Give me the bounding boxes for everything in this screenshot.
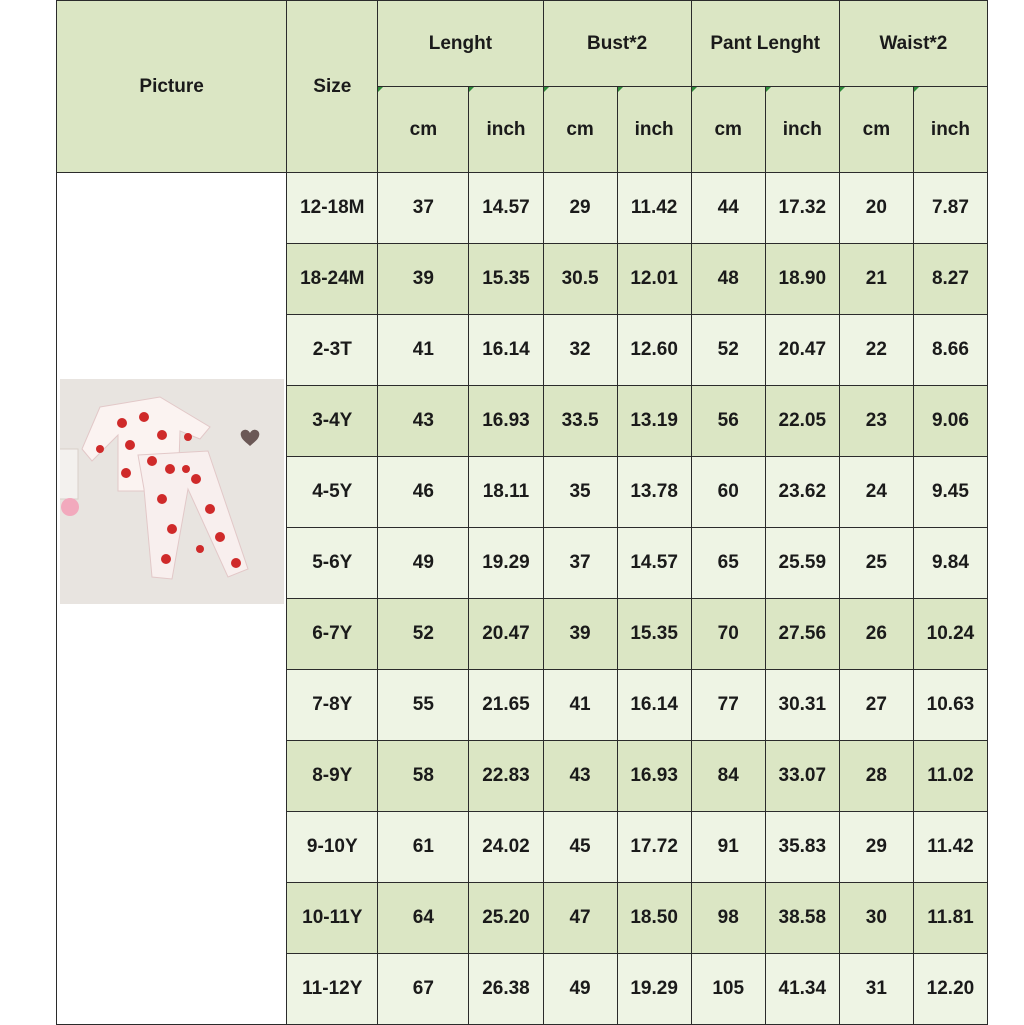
measurement-cell: 22.05 — [765, 386, 839, 457]
measurement-cell: 26 — [839, 599, 913, 670]
waist-header: Waist*2 — [839, 1, 987, 87]
measurement-cell: 52 — [378, 599, 469, 670]
measurement-cell: 8.27 — [913, 244, 987, 315]
measurement-cell: 17.72 — [617, 812, 691, 883]
size-cell: 11-12Y — [287, 954, 378, 1025]
picture-header: Picture — [57, 1, 287, 173]
measurement-cell: 70 — [691, 599, 765, 670]
measurement-cell: 35.83 — [765, 812, 839, 883]
unit-header: inch — [617, 87, 691, 173]
measurement-cell: 60 — [691, 457, 765, 528]
unit-header: inch — [765, 87, 839, 173]
measurement-cell: 14.57 — [617, 528, 691, 599]
measurement-cell: 43 — [378, 386, 469, 457]
measurement-cell: 37 — [543, 528, 617, 599]
measurement-cell: 61 — [378, 812, 469, 883]
measurement-cell: 20.47 — [469, 599, 543, 670]
length-header: Lenght — [378, 1, 543, 87]
measurement-cell: 17.32 — [765, 173, 839, 244]
table-row — [57, 173, 988, 244]
measurement-cell: 12.20 — [913, 954, 987, 1025]
measurement-cell: 22 — [839, 315, 913, 386]
unit-header: cm — [378, 87, 469, 173]
measurement-cell: 41 — [378, 315, 469, 386]
bust-header: Bust*2 — [543, 1, 691, 87]
measurement-cell: 98 — [691, 883, 765, 954]
measurement-cell: 21.65 — [469, 670, 543, 741]
measurement-cell: 37 — [378, 173, 469, 244]
measurement-cell: 11.81 — [913, 883, 987, 954]
measurement-cell: 19.29 — [617, 954, 691, 1025]
measurement-cell: 29 — [839, 812, 913, 883]
measurement-cell: 16.93 — [617, 741, 691, 812]
measurement-cell: 11.42 — [617, 173, 691, 244]
unit-header: cm — [691, 87, 765, 173]
header-row-groups — [57, 1, 988, 87]
measurement-cell: 33.5 — [543, 386, 617, 457]
measurement-cell: 12.01 — [617, 244, 691, 315]
size-cell: 2-3T — [287, 315, 378, 386]
size-cell: 7-8Y — [287, 670, 378, 741]
measurement-cell: 15.35 — [617, 599, 691, 670]
measurement-cell: 35 — [543, 457, 617, 528]
measurement-cell: 67 — [378, 954, 469, 1025]
measurement-cell: 41 — [543, 670, 617, 741]
measurement-cell: 9.06 — [913, 386, 987, 457]
measurement-cell: 18.50 — [617, 883, 691, 954]
measurement-cell: 18.90 — [765, 244, 839, 315]
unit-header: cm — [543, 87, 617, 173]
measurement-cell: 10.63 — [913, 670, 987, 741]
measurement-cell: 24.02 — [469, 812, 543, 883]
measurement-cell: 11.42 — [913, 812, 987, 883]
measurement-cell: 30.31 — [765, 670, 839, 741]
measurement-cell: 20.47 — [765, 315, 839, 386]
measurement-cell: 26.38 — [469, 954, 543, 1025]
size-header: Size — [287, 1, 378, 173]
measurement-cell: 22.83 — [469, 741, 543, 812]
size-rows — [57, 173, 988, 1025]
measurement-cell: 38.58 — [765, 883, 839, 954]
measurement-cell: 13.78 — [617, 457, 691, 528]
measurement-cell: 7.87 — [913, 173, 987, 244]
measurement-cell: 39 — [543, 599, 617, 670]
measurement-cell: 33.07 — [765, 741, 839, 812]
measurement-cell: 31 — [839, 954, 913, 1025]
unit-header: inch — [913, 87, 987, 173]
measurement-cell: 44 — [691, 173, 765, 244]
measurement-cell: 77 — [691, 670, 765, 741]
measurement-cell: 52 — [691, 315, 765, 386]
measurement-cell: 8.66 — [913, 315, 987, 386]
measurement-cell: 43 — [543, 741, 617, 812]
measurement-cell: 49 — [543, 954, 617, 1025]
measurement-cell: 41.34 — [765, 954, 839, 1025]
measurement-cell: 29 — [543, 173, 617, 244]
measurement-cell: 25 — [839, 528, 913, 599]
measurement-cell: 13.19 — [617, 386, 691, 457]
measurement-cell: 25.20 — [469, 883, 543, 954]
picture-cell — [57, 173, 287, 1025]
size-cell: 8-9Y — [287, 741, 378, 812]
measurement-cell: 56 — [691, 386, 765, 457]
size-cell: 6-7Y — [287, 599, 378, 670]
size-cell: 5-6Y — [287, 528, 378, 599]
measurement-cell: 47 — [543, 883, 617, 954]
measurement-cell: 14.57 — [469, 173, 543, 244]
measurement-cell: 23 — [839, 386, 913, 457]
measurement-cell: 16.14 — [469, 315, 543, 386]
measurement-cell: 11.02 — [913, 741, 987, 812]
measurement-cell: 58 — [378, 741, 469, 812]
measurement-cell: 30 — [839, 883, 913, 954]
measurement-cell: 30.5 — [543, 244, 617, 315]
measurement-cell: 46 — [378, 457, 469, 528]
measurement-cell: 24 — [839, 457, 913, 528]
unit-header: inch — [469, 87, 543, 173]
measurement-cell: 23.62 — [765, 457, 839, 528]
measurement-cell: 16.14 — [617, 670, 691, 741]
measurement-cell: 27 — [839, 670, 913, 741]
measurement-cell: 9.45 — [913, 457, 987, 528]
measurement-cell: 21 — [839, 244, 913, 315]
measurement-cell: 32 — [543, 315, 617, 386]
measurement-cell: 27.56 — [765, 599, 839, 670]
measurement-cell: 9.84 — [913, 528, 987, 599]
size-cell: 3-4Y — [287, 386, 378, 457]
measurement-cell: 65 — [691, 528, 765, 599]
measurement-cell: 64 — [378, 883, 469, 954]
size-cell: 10-11Y — [287, 883, 378, 954]
measurement-cell: 16.93 — [469, 386, 543, 457]
size-chart-table — [56, 0, 988, 1025]
measurement-cell: 28 — [839, 741, 913, 812]
measurement-cell: 12.60 — [617, 315, 691, 386]
measurement-cell: 48 — [691, 244, 765, 315]
size-cell: 4-5Y — [287, 457, 378, 528]
measurement-cell: 25.59 — [765, 528, 839, 599]
unit-header: cm — [839, 87, 913, 173]
measurement-cell: 84 — [691, 741, 765, 812]
measurement-cell: 19.29 — [469, 528, 543, 599]
measurement-cell: 18.11 — [469, 457, 543, 528]
measurement-cell: 91 — [691, 812, 765, 883]
measurement-cell: 10.24 — [913, 599, 987, 670]
size-cell: 12-18M — [287, 173, 378, 244]
measurement-cell: 39 — [378, 244, 469, 315]
measurement-cell: 105 — [691, 954, 765, 1025]
measurement-cell: 55 — [378, 670, 469, 741]
pant-length-header: Pant Lenght — [691, 1, 839, 87]
product-photo — [60, 379, 284, 604]
measurement-cell: 45 — [543, 812, 617, 883]
measurement-cell: 20 — [839, 173, 913, 244]
size-cell: 9-10Y — [287, 812, 378, 883]
measurement-cell: 49 — [378, 528, 469, 599]
measurement-cell: 15.35 — [469, 244, 543, 315]
size-cell: 18-24M — [287, 244, 378, 315]
